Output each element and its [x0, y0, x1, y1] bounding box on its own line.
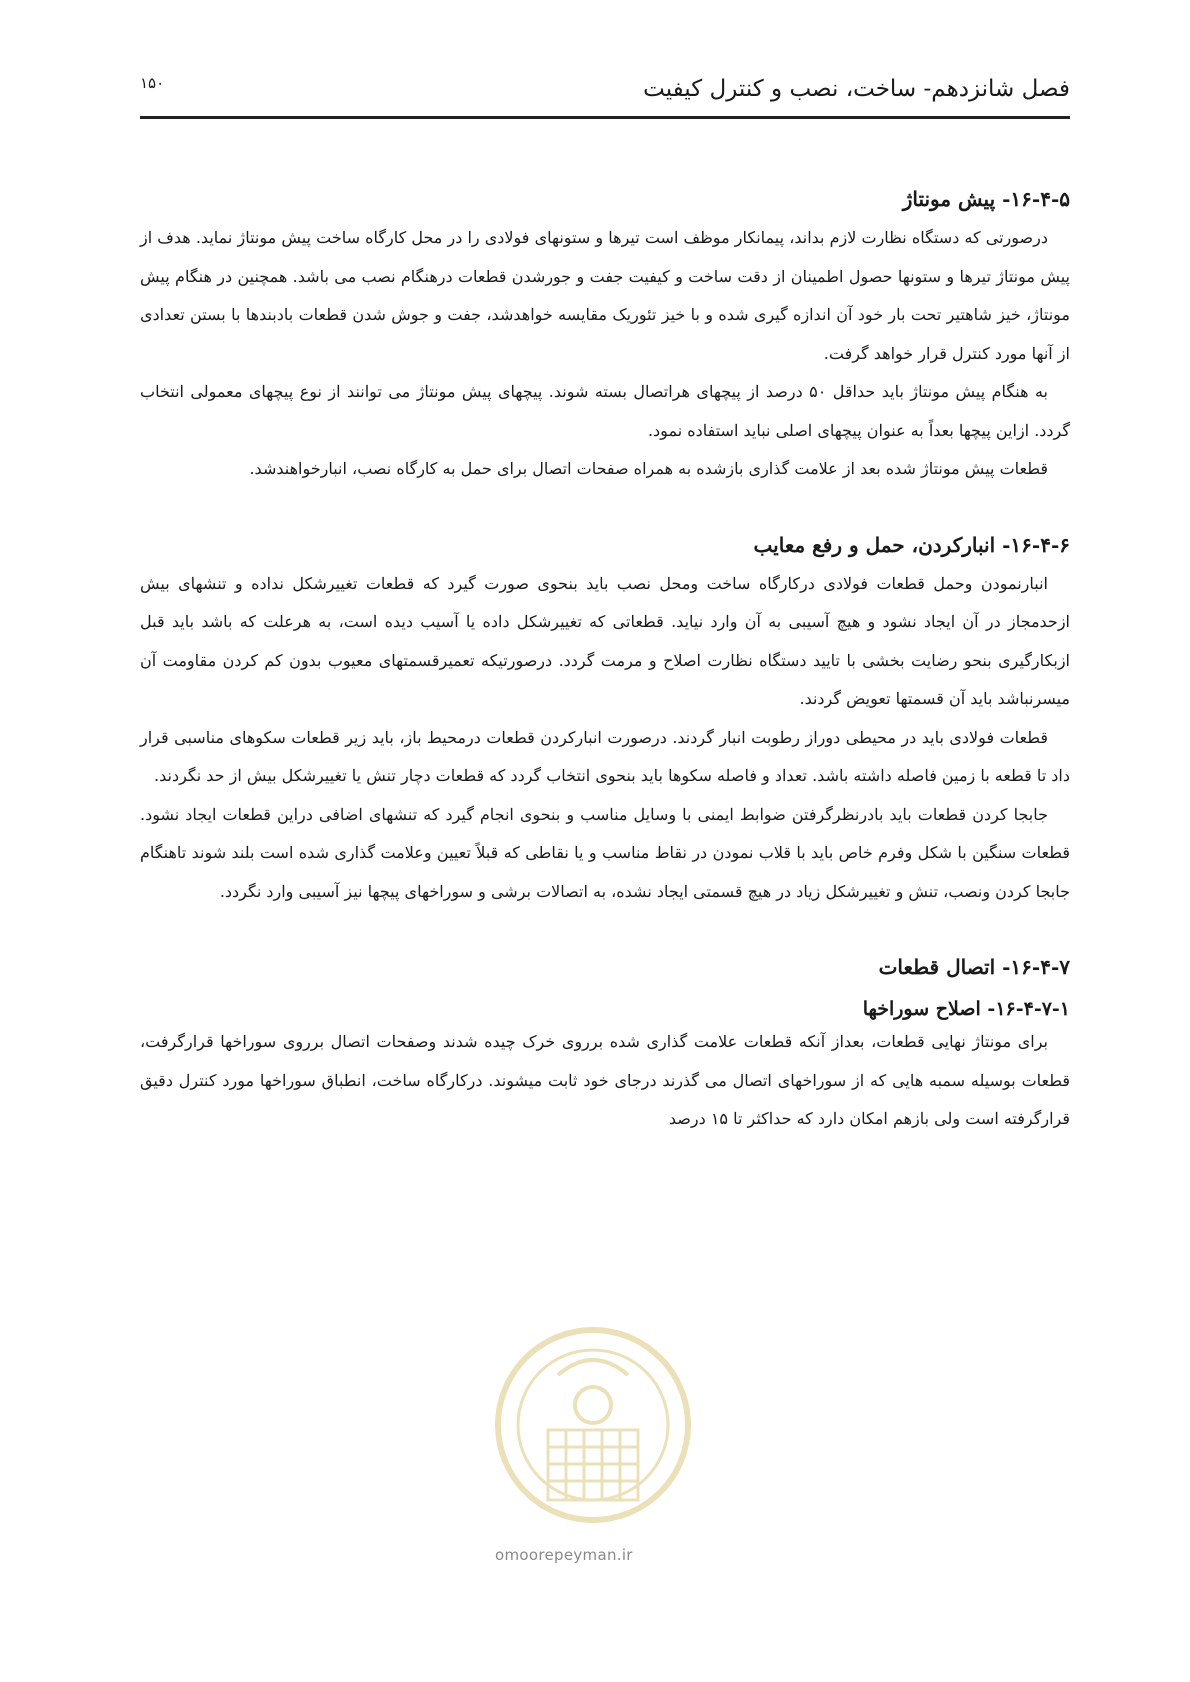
section-heading: ۱۶-۴-۷- اتصال قطعات	[878, 955, 1070, 979]
section-heading: ۱۶-۴-۶- انبارکردن، حمل و رفع معایب	[753, 532, 1070, 557]
page-content	[140, 185, 1070, 1181]
header-title: فصل شانزدهم- ساخت، نصب و کنترل کیفیت	[643, 76, 1070, 102]
body-paragraph: جابجا کردن قطعات باید بادرنظرگرفتن ضوابط ایمنی با وسایل مناسب و بنحوی انجام گیرد که تنشهای اضافی دراین قطعات ایجاد نشود. قطعات سنگین با شکل وفرم خاص باید با قلاب نمودن در نقاط مناسب و یا نقاطی که قبلاً تعیین وعلامت گذاری شده است بلند شوند تاهنگام جابجا کردن ونصب، تنش و تغییرشکل زیاد در هیچ قسمتی ایجاد نشده، به اتصالات برشی و سوراخهای پیچها نیز آسیبی وارد نگردد.	[140, 804, 1070, 901]
section-connecting-parts	[140, 953, 1070, 1139]
body-paragraph: انبارنمودن وحمل قطعات فولادی درکارگاه ساخت ومحل نصب باید بنحوی صورت گیرد که قطعات تغییرشکل نداده و تنشهای بیش ازحدمجاز در آن ایجاد نشود و هیچ آسیبی به آن وارد نیاید. قطعاتی که تغییرشکل داده یا آسیب دیده است، به هرعلت که باشد باید قبل ازبکارگیری بنحو رضایت بخشی با تایید دستگاه نظارت اصلاح و مرمت گردد. درصورتیکه تعمیرقسمتهای معیوب بدون کم کردن مقاومت آن میسرنباشد باید آن قسمتها تعویض گردند.	[140, 573, 1070, 708]
section-heading: ۱۶-۴-۵- پیش مونتاژ	[902, 187, 1070, 211]
subsection-heading: ۱۶-۴-۷-۱- اصلاح سوراخها	[862, 998, 1070, 1020]
page-number: ۱۵۰	[140, 74, 165, 92]
watermark-text: omoorepeyman.ir	[495, 1546, 633, 1564]
body-paragraph: درصورتی که دستگاه نظارت لازم بداند، پیمانکار موظف است تیرها و ستونهای فولادی را در محل کارگاه ساخت پیش مونتاژ نماید. هدف از پیش مونتاژ تیرها و ستونها حصول اطمینان از دقت ساخت و کیفیت جفت و جورشدن قطعات درهنگام نصب می باشد. همچنین در هنگام پیش مونتاژ، خیز شاهتیر تحت بار خود آن اندازه گیری شده و با خیز تئوریک مقایسه خواهدشد، جفت و جوش شدن قطعات بادبندها با بستن تعدادی از آنها مورد کنترل قرار خواهد گرفت.	[140, 228, 1070, 363]
section-storage-transport	[140, 531, 1070, 912]
section-pre-assembly	[140, 185, 1070, 489]
body-paragraph: قطعات فولادی باید در محیطی دوراز رطوبت انبار گردند. درصورت انبارکردن قطعات درمحیط باز، باید زیر قطعات سکوهای مناسبی قرار داد تا قطعه با زمین فاصله داشته باشد. تعداد و فاصله سکوها باید بنحوی انتخاب گردد که قطعات دچار تنش یا تغییرشکل بیش از حد نگردند.	[140, 727, 1070, 785]
body-paragraph: قطعات پیش مونتاژ شده بعد از علامت گذاری بازشده به همراه صفحات اتصال برای حمل به کارگاه نصب، انبارخواهندشد.	[249, 459, 1048, 478]
body-paragraph: به هنگام پیش مونتاژ باید حداقل ۵۰ درصد از پیچهای هراتصال بسته شوند. پیچهای پیش مونتاژ می توانند از نوع پیچهای معمولی انتخاب گردد. ازاین پیچها بعداً به عنوان پیچهای اصلی نباید استفاده نمود.	[140, 382, 1070, 440]
body-paragraph: برای مونتاژ نهایی قطعات، بعداز آنکه قطعات علامت گذاری شده برروی خرک چیده شدند وصفحات اتصال برروی سوراخها قرارگرفت، قطعات بوسیله سمبه هایی که از سوراخهای اتصال می گذرند درجای خود ثابت میشوند. درکارگاه ساخت، انطباق سوراخها مورد کنترل دقیق قرارگرفته است ولی بازهم امکان دارد که حداکثر تا ۱۵ درصد	[140, 1032, 1070, 1128]
page-header	[140, 68, 1070, 119]
watermark-logo-icon	[488, 1320, 698, 1540]
